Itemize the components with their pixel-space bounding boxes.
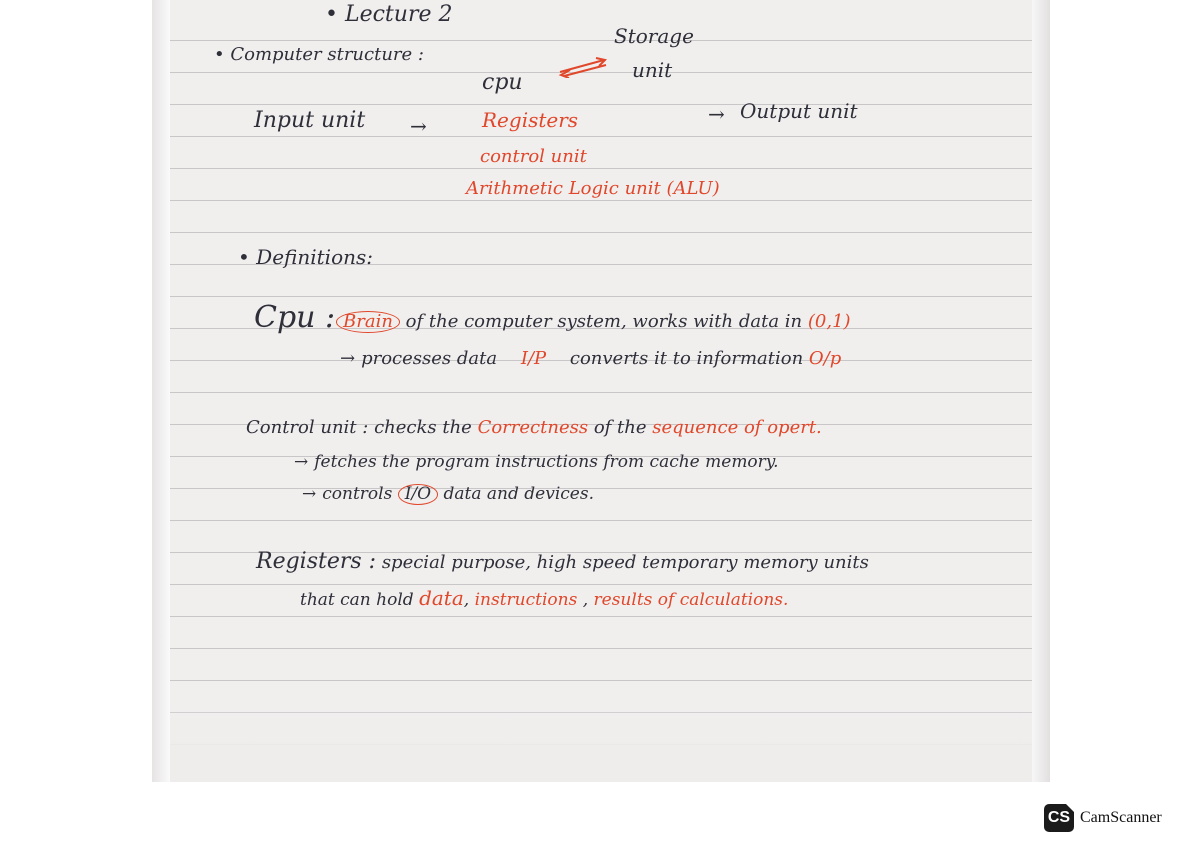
control-unit-line2: [294, 452, 779, 472]
registers-component: Registers: [482, 108, 579, 132]
io-circled: I/O: [398, 484, 438, 505]
storage-label: Storage: [614, 24, 694, 48]
processes-text: processes data: [361, 348, 498, 369]
storage-unit-label: unit: [632, 58, 673, 82]
input-io: I/P: [520, 348, 547, 369]
arrow-right-icon: →: [708, 102, 725, 126]
cpu-definition-line1: [336, 311, 851, 333]
controls-text: controls: [322, 484, 393, 504]
sequence-word: sequence: [652, 417, 739, 438]
cpu-definition-line2: [340, 348, 841, 369]
swap-arrows-icon: [556, 56, 610, 78]
registers-definition-text: special purpose, high speed temporary memory units: [381, 552, 869, 573]
input-unit: Input unit: [254, 108, 366, 133]
control-unit-term: Control unit :: [246, 417, 369, 438]
converts-text: converts it to information: [569, 348, 804, 369]
of-the-text: of the: [593, 417, 647, 438]
arrow-right-icon: →: [294, 452, 309, 472]
data-devices-text: data and devices.: [443, 484, 594, 504]
control-unit-line3: [302, 484, 594, 505]
output-unit: Output unit: [740, 99, 858, 123]
camscanner-badge-icon: CS: [1044, 804, 1074, 832]
registers-line2: that can hold data, instructions , results of calculations.: [300, 586, 789, 610]
registers-term: Registers :: [256, 549, 377, 574]
operations-word: opert.: [767, 417, 822, 438]
instructions-item: instructions: [474, 590, 578, 610]
control-unit-component: control unit: [480, 146, 587, 167]
page-edge-left: [152, 0, 170, 782]
camscanner-logo: [1044, 804, 1162, 832]
results-item: results of calculations.: [593, 590, 789, 610]
alu-component: Arithmetic Logic unit (ALU): [466, 178, 720, 199]
arrow-right-icon: →: [340, 348, 356, 369]
of-word: of: [743, 417, 762, 438]
cpu-label: cpu: [482, 70, 523, 95]
registers-line1: [256, 549, 869, 574]
binary-values: (0,1): [807, 311, 851, 332]
arrow-right-icon: →: [410, 114, 427, 138]
cpu-term: Cpu :: [254, 300, 336, 335]
lecture-title: • Lecture 2: [325, 2, 452, 27]
output-io: O/p: [808, 348, 842, 369]
structure-heading: • Computer structure :: [214, 44, 424, 65]
control-unit-line1: [246, 417, 822, 438]
checks-text: checks the: [374, 417, 472, 438]
camscanner-name: CamScanner: [1080, 809, 1162, 826]
arrow-right-icon: →: [302, 484, 317, 504]
correctness-word: Correctness: [477, 417, 589, 438]
can-hold-text: that can hold: [300, 590, 414, 610]
definitions-heading: • Definitions:: [238, 245, 373, 269]
page-edge-right: [1032, 0, 1050, 782]
brain-circled: Brain: [336, 311, 400, 333]
data-item: data: [419, 586, 464, 610]
fetches-text: fetches the program instructions from cache memory.: [314, 452, 779, 472]
cpu-definition-text: of the computer system, works with data in: [405, 311, 803, 332]
